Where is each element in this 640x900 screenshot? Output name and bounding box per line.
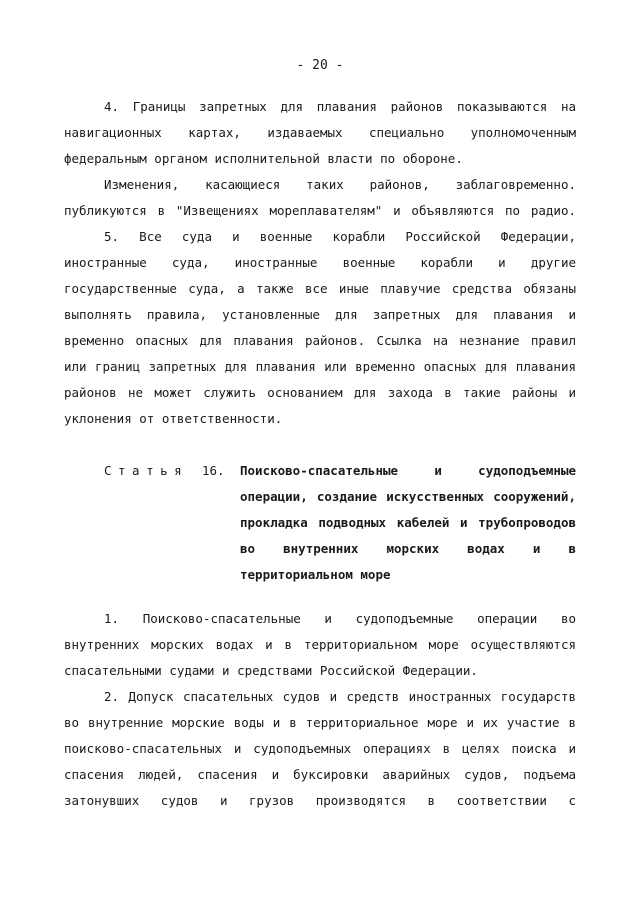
paragraph-foreign-admission <box>64 684 576 814</box>
text-line: Изменения, касающиеся таких районов, заблаговременно. <box>104 177 576 192</box>
text-line: иностранные суда, иностранные военные корабли и другие <box>64 255 576 270</box>
article-label: Статья <box>104 463 189 478</box>
text-line: районов не может служить основанием для захода в такие районы и <box>64 385 576 400</box>
paragraph-changes <box>64 172 576 224</box>
article-title <box>240 458 576 588</box>
article-title-line: прокладка подводных кабелей и трубопроводов <box>240 515 576 530</box>
text-line: 5. Все суда и военные корабли Российской Федерации, <box>104 229 576 244</box>
text-line: навигационных картах, издаваемых специально уполномоченным <box>64 125 576 140</box>
text-line: спасения людей, спасения и буксировки аварийных судов, подъема <box>64 767 576 782</box>
text-line: федеральным органом исполнительной власти по обороне. <box>64 151 463 166</box>
text-block-top <box>64 94 576 432</box>
text-line: затонувших судов и грузов производятся в соответствии с <box>64 793 576 808</box>
text-line: 1. Поисково-спасательные и судоподъемные операции во <box>104 611 576 626</box>
article-title-line: операции, создание искусственных сооружений, <box>240 489 576 504</box>
text-line: спасательными судами и средствами Российской Федерации. <box>64 663 478 678</box>
article-title-line: Поисково-спасательные и судоподъемные <box>240 463 576 478</box>
article-title-line: во внутренних морских водах и в <box>240 541 576 556</box>
article-number: 16. <box>202 463 225 478</box>
text-line: временно опасных для плавания районов. Ссылка на незнание правил <box>64 333 576 348</box>
text-line: уклонения от ответственности. <box>64 411 283 426</box>
paragraph-rescue-operations <box>64 606 576 684</box>
text-line: государственные суда, а также все иные плавучие средства обязаны <box>64 281 576 296</box>
text-line: выполнять правила, установленные для запретных для плавания и <box>64 307 576 322</box>
page-number: - 20 - <box>296 58 344 73</box>
text-line: 4. Границы запретных для плавания районов показываются на <box>104 99 576 114</box>
text-line: во внутренние морские воды и в территориальное море и их участие в <box>64 715 576 730</box>
text-line: 2. Допуск спасательных судов и средств иностранных государств <box>104 689 576 704</box>
text-line: поисково-спасательных и судоподъемных операциях в целях поиска и <box>64 741 576 756</box>
article-title-line: территориальном море <box>240 567 391 582</box>
paragraph-obligations <box>64 224 576 432</box>
text-block-bottom <box>64 606 576 814</box>
text-line: или границ запретных для плавания или временно опасных для плавания <box>64 359 576 374</box>
text-line: внутренних морских водах и в территориальном море осуществляются <box>64 637 576 652</box>
paragraph-boundaries <box>64 94 576 172</box>
text-line: публикуются в "Извещениях мореплавателям" и объявляются по радио. <box>64 203 576 218</box>
